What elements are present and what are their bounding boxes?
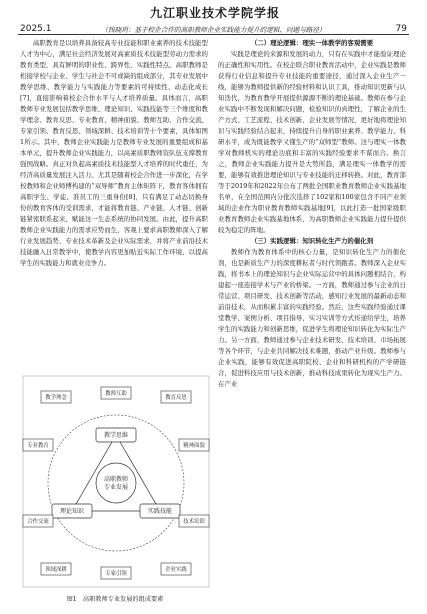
element-label: 精神面貌 — [183, 443, 205, 449]
journal-title: 九江职业技术学院学报 — [149, 6, 280, 20]
left-paragraph: 高职教育是以培养具备较高专业技能和职业素养的技术技能型人才为中心，满足社会经济发展对高素质技术技能型劳动力需求的教育类型，具有鲜明的职业性、跨界性、实践性特点。高职教师是桁接学校与企业、学生与社会不可或缺的组成部分，其专业发展中教学思维、教学能力与实践能力等要素的可持续性、动态化成长[7]，直接影响着校企合作水平与人才培养质量。具体而言，高职教师专业发展包括教学思维、理论知识、实践技能等三个维度和教学理念、教育反思、专业教育、精神面貌、教师互助、合作交流、专家引领、教育反思、领域深耕、技术培训等十个要素，具体如图1所示。其中，教师企业实践能力是教师专业发展的重要组成和基本单元，提升教师企业实践能力，以高素质职教师资队伍支撑教育强国战略。真正对负起高素质技术技能型人才培养的时代重任，为经济高质量发展注入活力。尤其是随着校企合作进一步深化，在学校教师和企业师傅构建的“双导师”教育主体矩阵下，教育客体拥有高职学生、学徒、准员工的三重身份[8]，只有满足了动态切换身份的教育客体的受训需求，才能将教育链、产业链、人才链、创新链紧密联系起来，赋能这一生态系统的协同发展。由此，提升高职教师企业实践能力的需求应势而生，客观上要求高职教师深入了解行业发展趋势、专业技术革新及企业实际需求，并将产业前沿技术技能融入日常教学中，使教学内容更加贴近实际工作环境，以提高学生的实践能力和就业竞争力。 — [20, 39, 208, 267]
figure-caption: 图1 高职教师专业发展的组成要素 — [66, 596, 164, 603]
element-label: 合作交流 — [27, 519, 49, 525]
center-circle — [96, 463, 136, 503]
element-label: 教师互助 — [105, 391, 127, 397]
element-label: 教育反思 — [165, 395, 187, 401]
dimension-label: 理论知识 — [59, 508, 85, 516]
element-label: 教学理念 — [45, 395, 67, 401]
left-column — [20, 38, 208, 269]
section-heading: （三）实践逻辑：知识转化生产力的催化剂 — [250, 237, 374, 245]
header-issue: 2025.1 — [20, 24, 52, 34]
section-heading: （二）理论逻辑：理实一体教学的客观需要 — [250, 39, 374, 47]
page-number: 79 — [395, 24, 407, 34]
element-label: 专业教育 — [27, 443, 49, 449]
professional-development-diagram — [22, 375, 210, 588]
element-label: 领域深耕 — [45, 567, 67, 573]
element-label: 专家引领 — [105, 571, 127, 577]
running-subtitle: （钱晓玥：基于校企合作的高职教师企业实践能力提升的逻辑、问题与路径） — [101, 26, 326, 34]
center-label-line1: 高职教师 — [103, 476, 129, 483]
body-paragraph: 教师作为教育体系中的核心力量，是知识转化生产力的催化剂，也是新质生产力的深度耕耘者与时代领跑者。教师深入企业实践，将书本上的理论知识与企业实际运营中的具体问题相结合，构建起一座连接学术与产业的桥梁。一方面，教师通过参与企业的日常运营、项目研发、技术创新等活动，感知行业发展的最新动态和前沿技术，从而积累丰富的实践经验。然后，这些实践经验通过课堂教学、案例分析、项目指导、实习实训等方式传递给学生，培养学生的实践能力和创新思维，促进学生将理论知识转化为实际生产力。另一方面，教师通过参与企业技术研发、技术培训、市场拓展等各个环节，与企业共同解决技术难题，推动产业升级。教师参与企业实践，能够有效促进高职院校、企业和科研机构的产学研链合，促进科技应用与技术创新，推动科技成果转化为现实生产力。在产业 — [218, 248, 406, 388]
dimension-label: 教学思维 — [103, 432, 129, 440]
right-column — [218, 38, 406, 390]
element-label: 企业实践 — [165, 567, 187, 573]
center-label-line2: 专业发展 — [103, 484, 129, 491]
header-rule — [18, 34, 409, 35]
dimension-label: 实践技能 — [147, 508, 173, 516]
element-label: 技术培训 — [183, 519, 205, 525]
body-paragraph: 实践是理论的来源和发展的动力，只有在实践中才能验证理论的正确性和实用性。在校企联合职业教育活动中，企业实践是教师获得行业信息和提升专业技能的重要途径，通过深入企业生产一线，能够为教师提供新的经验材料和认识工具，推动知识更新与认知迭代，为教育教学开展提供源源不断的理论基础。教师在参与企业实践中不断发现和解决问题，检验知识的真理性，了解企业的生产方式、工艺流程、技术创新、企业发展等情况，更好地将理论知识与实践经验结合起来，持续提升自身的职业素养、教学能力、科研水平，成为既能教学又懂生产的“双师型”教师。这与理实一体教学对教师机实的理论功底和丰富的实践经验要求不谋而合。换言之，教师企业实践能力提升是大势所趋，满足理实一体教学的需要，能够有效推进理论知识与专业技能的迁移转换。对此，教育部等于2019年和2022年公布了两批全国职业教育教师企业实践基地名单，在全国范围内分批次选择了102家和100家包含不同产业领域的企业作为职业教育教师实践基地[9]，以此打造一批国家级职业教育教师企业实践基地体系，为高职教师企业实践能力提升提供较为稳定的阵地。 — [218, 50, 406, 234]
